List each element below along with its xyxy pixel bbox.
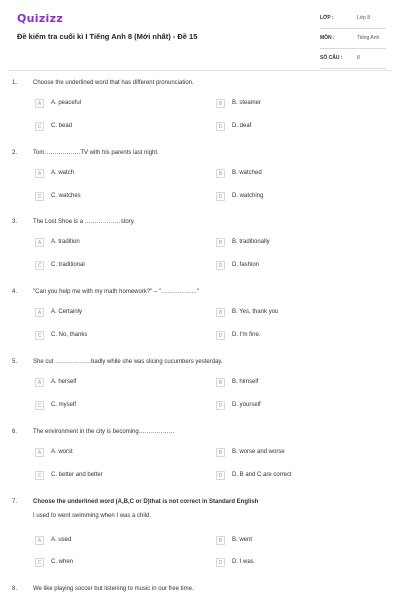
option-letter-box: A <box>35 238 44 247</box>
option-text: C. bead <box>51 123 73 129</box>
option-letter-box: D <box>216 331 225 340</box>
option-text: C. traditional <box>51 262 85 268</box>
question-text: The environment in the city is becoming……………… <box>33 429 175 435</box>
option-text: D. B and C are correct <box>232 472 292 478</box>
option-letter-box: B <box>216 448 225 457</box>
option-letter-box: A <box>35 308 44 317</box>
question-number: 8. <box>12 586 18 592</box>
option-text: B. himself <box>232 379 259 385</box>
question-sentence: I used to went swimming when I was a child. <box>33 513 152 519</box>
header-divider <box>8 70 392 71</box>
meta-question-count <box>320 51 386 69</box>
option-text: A. tradition <box>51 239 80 245</box>
option-letter-box: D <box>216 122 225 131</box>
option-text: A. worst <box>51 449 73 455</box>
question-text: We like playing soccer but listening to music in our free time. <box>33 586 194 592</box>
question-number: 4. <box>12 289 18 295</box>
question-number: 2. <box>12 150 18 156</box>
option-text: C. better and better <box>51 472 103 478</box>
option-text: A. herself <box>51 379 77 385</box>
option-letter-box: D <box>216 558 225 567</box>
option-letter-box: D <box>216 401 225 410</box>
option-letter-box: B <box>216 378 225 387</box>
option-text: A. watch <box>51 170 75 176</box>
option-text: A. Certainly <box>51 309 83 315</box>
option-text: A. used <box>51 537 72 543</box>
option-text: C. No, thanks <box>51 332 88 338</box>
option-text: A. peaceful <box>51 100 82 106</box>
option-text: C. myself <box>51 402 77 408</box>
option-letter-box: B <box>216 169 225 178</box>
option-letter-box: A <box>35 448 44 457</box>
option-text: D. watching <box>232 193 264 199</box>
option-letter-box: A <box>35 378 44 387</box>
question-number: 7. <box>12 499 18 505</box>
meta-subject-label: MÔN : <box>320 35 335 41</box>
meta-class-label: LỚP : <box>320 15 334 21</box>
option-text: B. steamer <box>232 100 262 106</box>
option-letter-box: B <box>216 99 225 108</box>
option-text: D. I'm fine. <box>232 332 261 338</box>
option-text: D. yourself <box>232 402 261 408</box>
option-letter-box: C <box>35 261 44 270</box>
worksheet-meta <box>320 11 386 71</box>
option-text: C. watches <box>51 193 81 199</box>
option-letter-box: D <box>216 261 225 270</box>
meta-class <box>320 11 386 29</box>
option-text: D. deaf <box>232 123 252 129</box>
option-letter-box: C <box>35 558 44 567</box>
option-text: D. fashion <box>232 262 260 268</box>
option-letter-box: B <box>216 308 225 317</box>
option-text: B. traditionally <box>232 239 270 245</box>
question-number: 5. <box>12 359 18 365</box>
option-letter-box: C <box>35 471 44 480</box>
question-text: Choose the underlined word that has different pronunciation. <box>33 80 194 86</box>
question-number: 6. <box>12 429 18 435</box>
option-text: C. when <box>51 559 74 565</box>
option-letter-box: B <box>216 536 225 545</box>
meta-subject <box>320 31 386 49</box>
meta-count-value: 8 <box>357 55 360 61</box>
option-letter-box: A <box>35 99 44 108</box>
meta-subject-value: Tiếng Anh <box>357 35 380 41</box>
option-letter-box: A <box>35 169 44 178</box>
question-number: 3. <box>12 219 18 225</box>
meta-count-label: SỐ CÂU : <box>320 55 343 61</box>
option-text: B. went <box>232 537 253 543</box>
option-text: B. Yes, thank you <box>232 309 279 315</box>
worksheet-header <box>0 0 400 66</box>
option-letter-box: A <box>35 536 44 545</box>
option-text: B. worse and worse <box>232 449 285 455</box>
option-letter-box: C <box>35 122 44 131</box>
option-letter-box: B <box>216 238 225 247</box>
option-letter-box: C <box>35 401 44 410</box>
option-letter-box: D <box>216 192 225 201</box>
question-text: Tom………………TV with his parents last night. <box>33 150 159 156</box>
option-letter-box: C <box>35 192 44 201</box>
quizizz-logo: Quizizz <box>17 12 64 25</box>
question-text: She cut ………………badly while she was slicing cucumbers yesterday. <box>33 359 223 365</box>
question-text: "Can you help me with my math homework?" – "………………" <box>33 289 200 295</box>
option-text: B. watched <box>232 170 262 176</box>
meta-class-value: Lớp 8 <box>357 15 371 21</box>
question-number: 1. <box>12 80 18 86</box>
option-letter-box: D <box>216 471 225 480</box>
question-text: The Lost Shoe is a ………………story. <box>33 219 135 225</box>
question-text: Choose the underlined word (A,B,C or D)that is not correct in Standard English <box>33 499 259 505</box>
option-letter-box: C <box>35 331 44 340</box>
option-text: D. I was <box>232 559 254 565</box>
worksheet-title: Đề kiểm tra cuối kì I Tiếng Anh 8 (Mới nhất) - Đề 15 <box>17 32 198 41</box>
